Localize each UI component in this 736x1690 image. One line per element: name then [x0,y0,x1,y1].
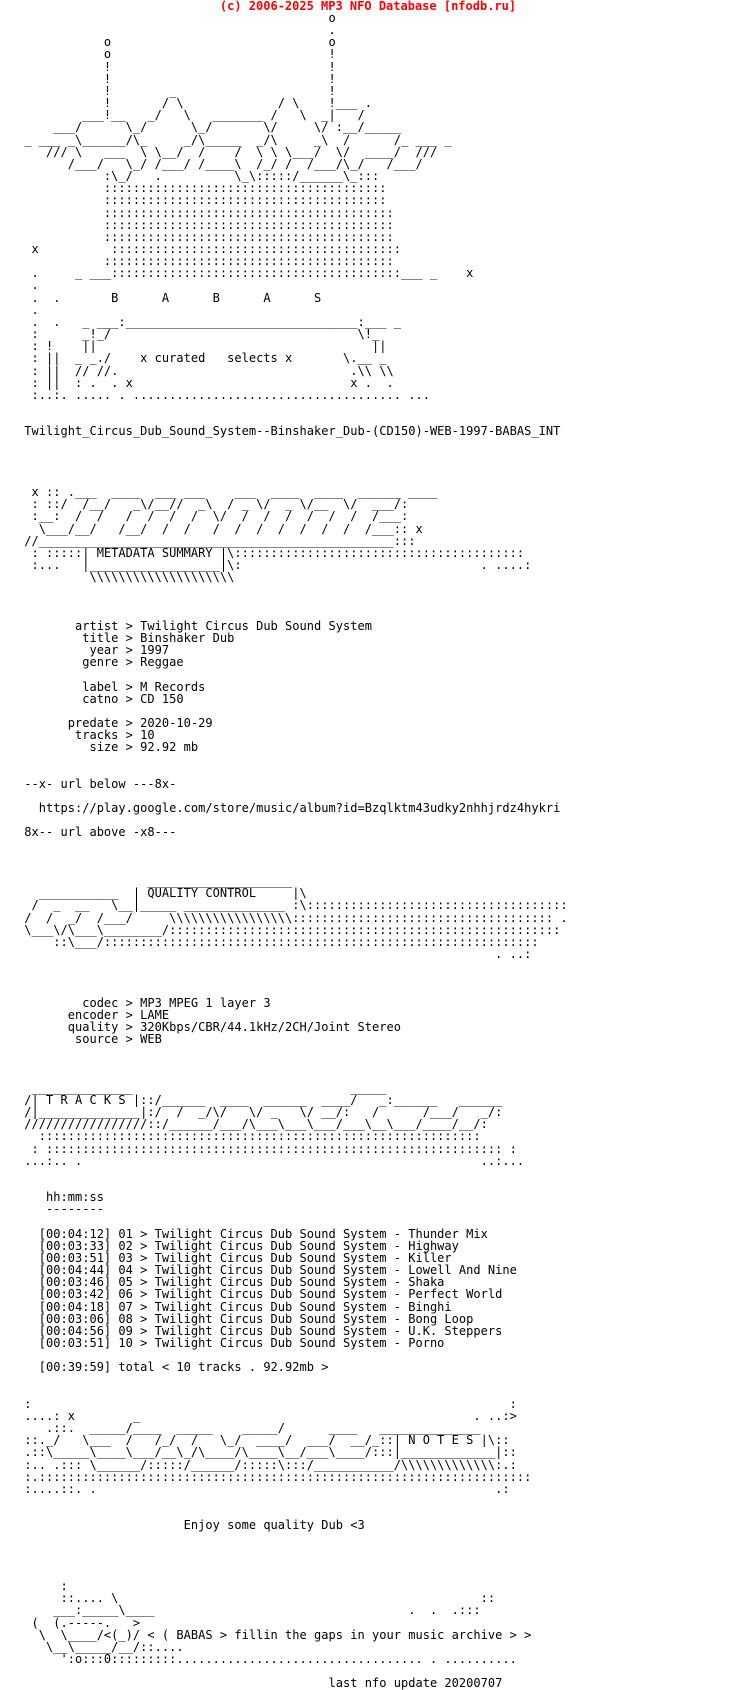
nfo-line: ...:.. . ..:... [17,1153,525,1168]
nfo-line: \ \____/<(_)/ < ( BABAS > fillin the gaps in your music archive > > [17,1627,532,1642]
nfo-line: . _ ___::::::::::::::::::::::::::::::::::::::::___ _ x [17,266,474,281]
nfo-line: ::.... \ :: [17,1591,496,1606]
nfo-line: [00:39:59] total < 10 tracks . 92.92mb > [17,1360,329,1375]
nfo-line: : [17,1579,68,1594]
nfo-line: :.. .::: \______/:::::/______/:::::\:::/___________/\\\\\\\\\\\\\:.: [17,1457,517,1472]
nfo-line: \\\\\\\\\\\\\\\\\\\\ [17,570,235,585]
nfo-line: / / _/ /___/ \\\\\\\\\\\\\\\\\:::::::::::::::::::::::::::::::::::: . [17,910,568,925]
nfo-line: . [17,302,39,317]
nfo-line: last nfo update 20200707 [17,1676,503,1690]
nfo-line: \___/__/ /__/ / / / / / / / / / /___:: x [17,521,423,536]
nfo-line: ___/ \_/ \_/ \/ \/ :__/_____ [17,120,401,135]
nfo-line: source > WEB [17,1032,162,1047]
nfo-line: /////////////////::/______/___/\___\___\___/___\__\___/____/__/: [17,1117,488,1132]
nfo-line: :::::::::::::::::::::::::::::::::::::::: [17,229,394,244]
nfo-line: . . _ ___:________________________________:___ _ [17,314,401,329]
nfo-line: :\_/ . \_\:::::/______\_::: [17,169,380,184]
nfo-line: .::. _____/____ _____ _____/ ____ ______________ [17,1421,481,1436]
nfo-line: \___\/\___\________/:::::::::::::::::::::::::::::::::::::::::::::::::::::: [17,922,561,937]
nfo-line: [00:04:12] 01 > Twilight Circus Dub Sound System - Thunder Mix [17,1226,488,1241]
nfo-line: ! _ ! [17,83,336,98]
nfo-line: [00:04:18] 07 > Twilight Circus Dub Sound System - Binghi [17,1299,452,1314]
nfo-line: : :::::| METADATA SUMMARY |\:::::::::::::::::::::::::::::::::::::::: [17,545,525,560]
nfo-line: . [17,23,336,38]
nfo-line: :::::::::::::::::::::::::::::::::::::::: [17,205,394,220]
nfo-line: ::::::::::::::::::::::::::::::::::::::: [17,181,387,196]
nfo-line: ! ! [17,59,336,74]
nfo-line: ( (.-----. > [17,1615,141,1630]
nfo-ascii-document [17,12,568,1690]
nfo-line: [00:03:42] 06 > Twilight Circus Dub Sound System - Perfect World [17,1287,503,1302]
nfo-line: x :: .___ ____ ___ ___ ___ ____ ____ ______ ____ [17,485,438,500]
nfo-line: ::::::::::::::::::::::::::::::::::::::: [17,193,387,208]
nfo-line: : ! || || [17,339,387,354]
nfo-line: x :::::::::::::::::::::::::::::::::::::::: [17,241,401,256]
nfo-line: . [17,278,39,293]
nfo-line: label > M Records [17,679,206,694]
nfo-line: ___________ | QUALITY CONTROL |\ [17,886,307,901]
nfo-line: . . B A B A S [17,290,322,305]
nfo-line: : ::/ /__/ _\/__// _\ / _ \/ _ \/__ \/ ___/: [17,497,409,512]
nfo-line: .::\_____\____\___/__\_/\____/\____\__/___\____/:::|_____________|:: [17,1445,517,1460]
nfo-line: [00:03:51] 03 > Twilight Circus Dub Sound System - Killer [17,1250,452,1265]
nfo-line: :... |__________________|\: . ....: [17,558,532,573]
nfo-line: o o [17,35,336,50]
nfo-line: ::::::::::::::::::::::::::::::::::::::::::::::::::::::::::::: [17,1129,481,1144]
nfo-line: codec > MP3 MPEG 1 layer 3 [17,995,271,1010]
nfo-line: \__\_____/__/::.... [17,1639,184,1654]
nfo-line: ! / \ / \ !___ . [17,96,372,111]
nfo-line: encoder > LAME [17,1007,170,1022]
nfo-line: [00:04:44] 04 > Twilight Circus Dub Sound System - Lowell And Nine [17,1263,517,1278]
nfo-line: catno > CD 150 [17,691,184,706]
nfo-line: -------- [17,1202,104,1217]
nfodb-credit[interactable]: (c) 2006-2025 MP3 NFO Database [nfodb.ru] [219,0,517,13]
nfo-line: ':o:::0:::::::::.................................. . .......... [17,1652,517,1667]
nfo-line: quality > 320Kbps/CBR/44.1kHz/2CH/Joint Stereo [17,1019,401,1034]
nfo-line: ::\___/:::::::::::::::::::::::::::::::::::::::::::::::::::::::::::: [17,934,539,949]
nfo-line: /|______________|:/ / _/\/ \/ _ \/ __/: / /___/ _/: [17,1105,503,1120]
nfo-line: artist > Twilight Circus Dub Sound System [17,618,372,633]
nfo-line: ___!__ _/ \ _______ / \ _| / [17,108,365,123]
nfo-line: [00:03:33] 02 > Twilight Circus Dub Sound System - Highway [17,1238,459,1253]
nfo-line: :::::::::::::::::::::::::::::::::::::::: [17,254,394,269]
nfo-line: :::::::::::::::::::::::::::::::::::::::: [17,217,394,232]
nfo-line: tracks > 10 [17,728,155,743]
nfo-line: o [17,11,336,25]
nfo-line: ____________________ [17,874,293,889]
nfo-line: : || _ _./ x curated selects x \.__ _ [17,351,387,366]
nfo-line: . ..: [17,947,532,962]
nfo-line: _ ___ _\______/\_ _/\_____ _/\ _\ / /_ ___ _ [17,132,452,147]
nfo-line: : || // //. .\\ \\ [17,363,394,378]
nfo-line: ___:_____\____ . . .::: [17,1603,481,1618]
nfo-line: size > 92.92 mb [17,740,199,755]
nfo-line: [00:03:06] 08 > Twilight Circus Dub Sound System - Bong Loop [17,1311,474,1326]
nfo-line: / _ __ \__|_____ ______________ :\:::::::::::::::::::::::::::::::::::: [17,898,568,913]
nfo-line: /// \ ___ \ \__/ / / \ \ \___/ \/ ____/ /// [17,144,438,159]
nfo-line: :__: / / / / / / \/ / / / / / / /___: [17,509,409,524]
nfo-line: ______________ _____ [17,1080,387,1095]
nfo-line: predate > 2020-10-29 [17,716,213,731]
nfo-line: : ::::::::::::::::::::::::::::::::::::::::::::::::::::::::::::::: : [17,1141,517,1156]
nfo-line: : : [17,1396,517,1411]
nfo-line: hh:mm:ss [17,1190,104,1205]
nfo-line: :....::. . .: [17,1481,510,1496]
nfo-line: :.:::::::::::::::::::::::::::::::::::::::::::::::::::::::::::::::::::: [17,1469,532,1484]
nfo-line: : || : . . x x . . [17,375,394,390]
nfo-line: [00:03:46] 05 > Twilight Circus Dub Sound System - Shaka [17,1275,445,1290]
nfo-line: ! ! [17,71,336,86]
nfo-line: [00:03:51] 10 > Twilight Circus Dub Sound System - Porno [17,1336,445,1351]
nfo-line[interactable]: https://play.google.com/store/music/album?id=Bzqlktm43udky2nhhjrdz4hykri [17,801,561,816]
nfo-line: 8x-- url above -x8--- [17,825,177,840]
nfo-line: o ! [17,47,336,62]
nfo-line: /___/ \_/ /___/ /____\ /_/ / /___/\_/ /___/ [17,156,423,171]
nfo-line: ....: x _ . ..:> [17,1408,517,1423]
nfo-line: : _!_/ \!_ [17,327,380,342]
nfo-line: --x- url below ---8x- [17,776,177,791]
nfo-line: ::._/ \___ / /_/ / \_/ ____/ ___/ __/_::| N O T E S |\:: [17,1433,510,1448]
nfo-line: [00:04:56] 09 > Twilight Circus Dub Sound System - U.K. Steppers [17,1323,503,1338]
nfo-line: Twilight_Circus_Dub_Sound_System--Binshaker_Dub-(CD150)-WEB-1997-BABAS_INT [17,424,561,439]
nfo-line: //_________________________________________________::: [17,533,416,548]
nfo-line: /| T R A C K S |::/______ ____ ______ ____/ _:______ ______ [17,1092,503,1107]
nfo-line: :..:. ..... . ..................................... ... [17,387,430,402]
nfo-line: title > Binshaker Dub [17,630,235,645]
nfo-line: genre > Reggae [17,655,184,670]
nfo-line: year > 1997 [17,643,170,658]
nfo-line: Enjoy some quality Dub <3 [17,1518,365,1533]
